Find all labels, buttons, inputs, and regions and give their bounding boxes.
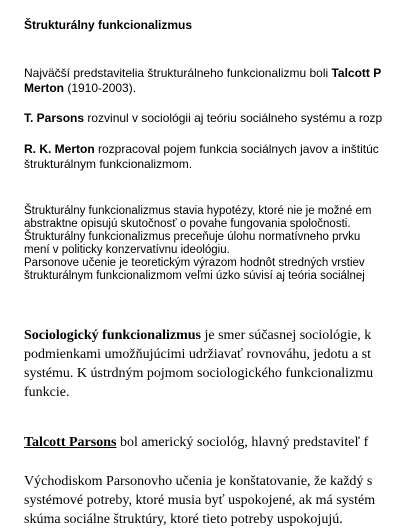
intro-line-1: Najväčší predstavitelia štrukturálneho funkcionalizmu boli Talcott P [24, 66, 382, 80]
merton-name: R. K. Merton [24, 142, 95, 156]
talcott-name: Talcott Parsons [24, 435, 117, 450]
paragraph-critique: Štrukturálny funkcionalizmus stavia hypotézy, ktoré nie je možné em abstraktne opisujú skutočnosť o povahe fungovania spoločnosti. Štrukturálny funkcionalizmus preceňuje úlohu normatívneho prvku mení v politicky konzervatívnu ideológiu. Parsonove učenie je teoretickým výrazom hodnôt stredných vrstiev štrukturálnym funkcionalizmom veľmi úzko súvisí aj teória sociálnej [24, 205, 372, 282]
parsons-name: T. Parsons [24, 111, 85, 125]
intro-line-2: Merton (1910-2003). [24, 81, 137, 95]
paragraph-sociologic-functionalism: Sociologický funkcionalizmus je smer súčasnej sociológie, k podmienkami umožňujúcimi udržiavať rovnováhu, jedotu a st systému. K ústrdným pojmom sociologického funkcionalizmu funkcie. [24, 328, 374, 400]
paragraph-merton: R. K. Merton rozpracoval pojem funkcia sociálnych javov a inštitúc štrukturálnym funkcionalizmom. [24, 142, 379, 171]
paragraph-parsons: T. Parsons rozvinul v sociológii aj teóriu sociálneho systému a rozp [24, 111, 383, 125]
paragraph-intro [24, 66, 381, 96]
document-heading [24, 18, 192, 33]
sociologic-term: Sociologický funkcionalizmus [24, 328, 201, 343]
paragraph-vychodisko: Východiskom Parsonovho učenia je konštatovanie, že každý s systémové potreby, ktoré musia byť uspokojené, ak má systém skúma sociálne štruktúry, ktoré tieto potreby uspokojujú. [24, 474, 376, 527]
heading-text: Štrukturálny funkcionalizmus [24, 18, 193, 32]
paragraph-talcott: Talcott Parsons bol americký sociológ, hlavný predstaviteľ f [24, 435, 369, 450]
